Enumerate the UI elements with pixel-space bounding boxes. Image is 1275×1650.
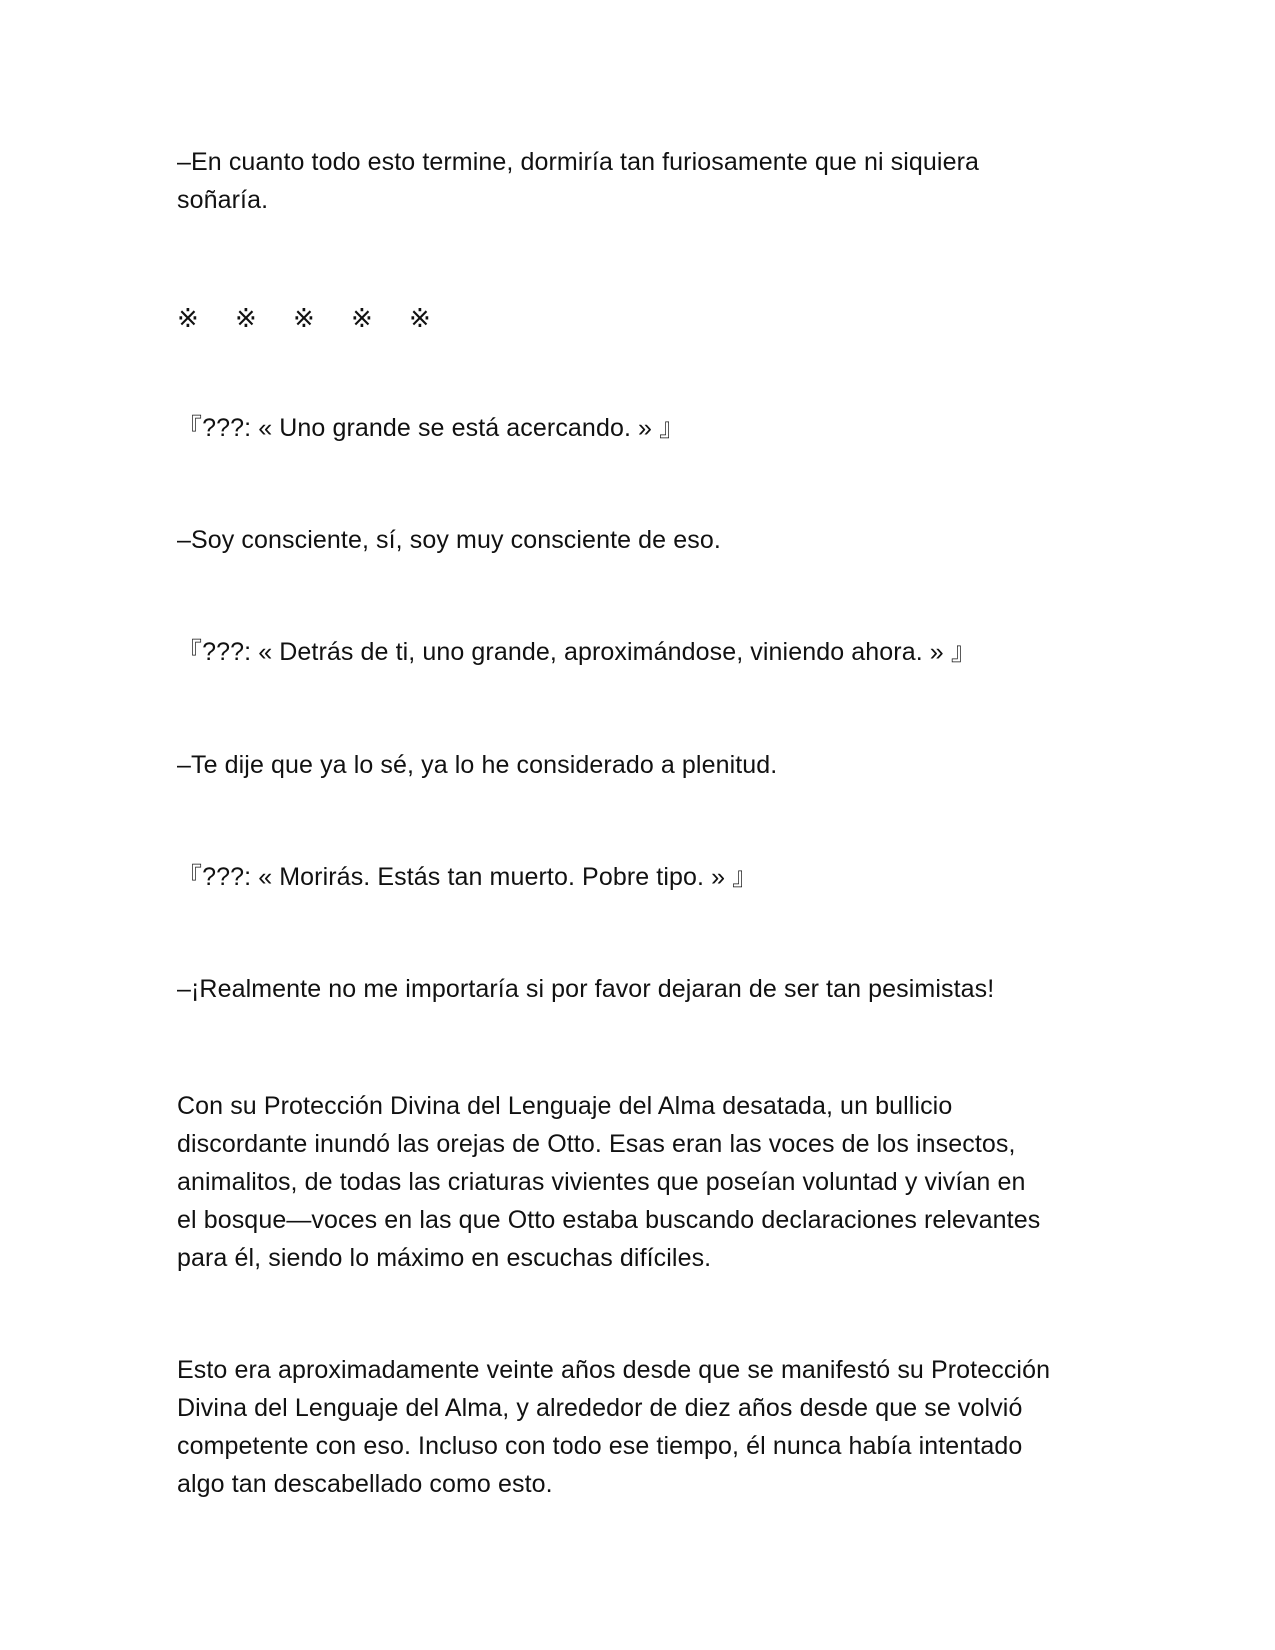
paragraph-otto-aware bbox=[177, 521, 1117, 559]
scene-break-mark: ※ bbox=[293, 304, 315, 334]
scene-break-mark: ※ bbox=[351, 304, 373, 334]
scene-break-mark: ※ bbox=[177, 304, 199, 334]
text-line: 『???: « Detrás de ti, uno grande, aproximándose, viniendo ahora. » 』 bbox=[177, 638, 976, 666]
paragraph-divine-protection bbox=[177, 1087, 1117, 1277]
text-line: competente con eso. Incluso con todo ese tiempo, él nunca había intentado bbox=[177, 1432, 1023, 1460]
text-line: Esto era aproximadamente veinte años desde que se manifestó su Protección bbox=[177, 1356, 1051, 1384]
paragraph-voice-die bbox=[177, 858, 1117, 896]
paragraph-otto-pessimists bbox=[177, 970, 1117, 1008]
text-line: 『???: « Uno grande se está acercando. » 』 bbox=[177, 414, 685, 442]
text-line: animalitos, de todas las criaturas vivientes que poseían voluntad y vivían en bbox=[177, 1168, 1026, 1196]
text-line: el bosque—voces en las que Otto estaba buscando declaraciones relevantes bbox=[177, 1206, 1041, 1234]
text-line: –Soy consciente, sí, soy muy consciente de eso. bbox=[177, 526, 721, 554]
text-line: Con su Protección Divina del Lenguaje del Alma desatada, un bullicio bbox=[177, 1092, 953, 1120]
paragraph-otto-considered bbox=[177, 746, 1117, 784]
text-line: –Te dije que ya lo sé, ya lo he considerado a plenitud. bbox=[177, 751, 778, 779]
paragraph-otto-sleep bbox=[177, 143, 1117, 219]
text-line: soñaría. bbox=[177, 186, 269, 214]
paragraph-voice-behind bbox=[177, 633, 1117, 671]
paragraph-twenty-years bbox=[177, 1351, 1117, 1503]
text-line: algo tan descabellado como esto. bbox=[177, 1470, 553, 1498]
paragraph-voice-approaching bbox=[177, 409, 1117, 447]
scene-break bbox=[177, 300, 467, 338]
text-line: Divina del Lenguaje del Alma, y alrededor de diez años desde que se volvió bbox=[177, 1394, 1023, 1422]
scene-break-mark: ※ bbox=[235, 304, 257, 334]
text-line: para él, siendo lo máximo en escuchas difíciles. bbox=[177, 1244, 712, 1272]
text-line: –¡Realmente no me importaría si por favor dejaran de ser tan pesimistas! bbox=[177, 975, 995, 1003]
text-line: 『???: « Morirás. Estás tan muerto. Pobre tipo. » 』 bbox=[177, 863, 758, 891]
text-line: discordante inundó las orejas de Otto. Esas eran las voces de los insectos, bbox=[177, 1130, 1016, 1158]
scene-break-mark: ※ bbox=[409, 304, 431, 334]
text-line: –En cuanto todo esto termine, dormiría tan furiosamente que ni siquiera bbox=[177, 148, 979, 176]
